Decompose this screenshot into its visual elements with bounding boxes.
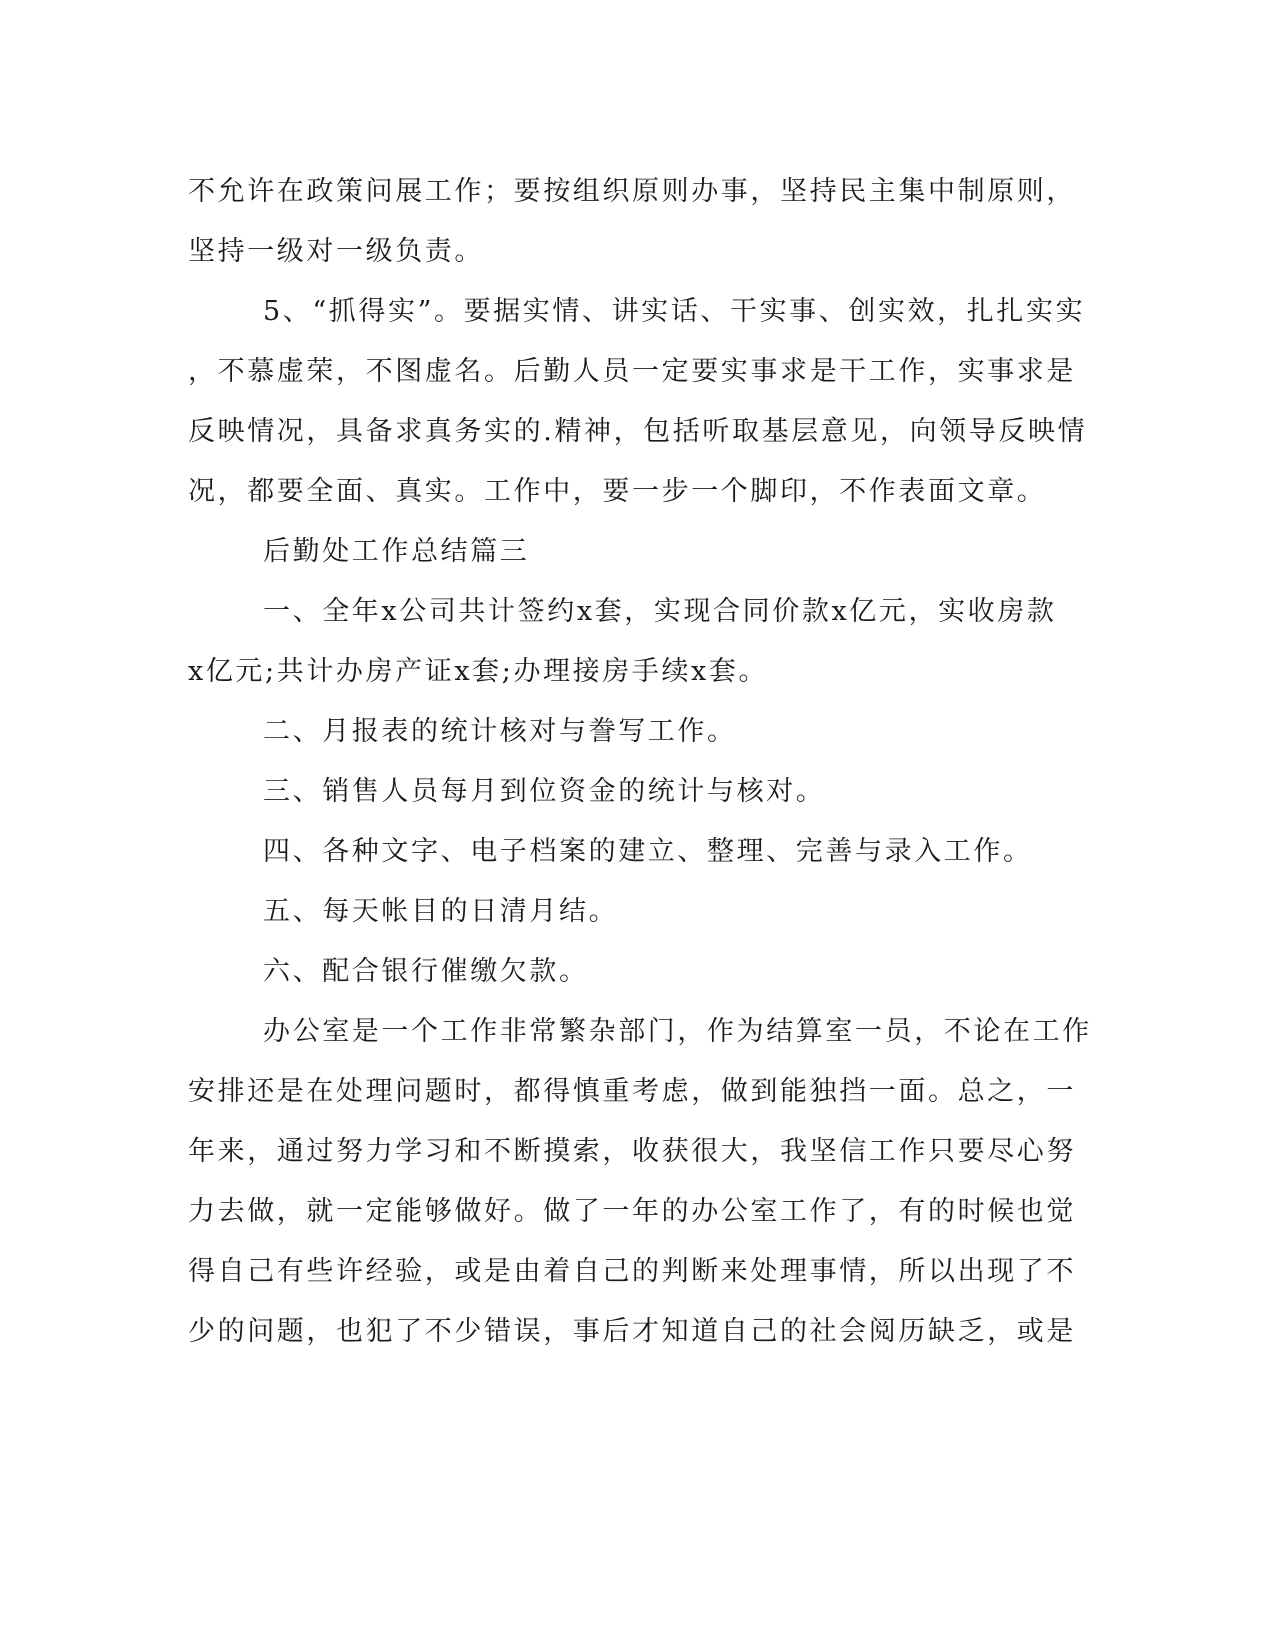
list-item: 二、月报表的统计核对与誊写工作。	[263, 716, 737, 747]
paragraph-start-line: 一、全年x公司共计签约x套，实现合同价款x亿元，实收房款	[263, 596, 1057, 627]
text-line: 少的问题，也犯了不少错误，事后才知道自己的社会阅历缺乏，或是	[188, 1316, 1076, 1347]
text-line: ，不慕虚荣，不图虚名。后勤人员一定要实事求是干工作，实事求是	[188, 356, 1076, 387]
section-heading: 后勤处工作总结篇三	[263, 536, 530, 567]
list-item: 五、每天帐目的日清月结。	[263, 896, 619, 927]
text-line: 安排还是在处理问题时，都得慎重考虑，做到能独挡一面。总之，一	[188, 1076, 1076, 1107]
list-item: 六、配合银行催缴欠款。	[263, 956, 589, 987]
text-line: 况，都要全面、真实。工作中，要一步一个脚印，不作表面文章。	[188, 476, 1047, 507]
text-line: x亿元;共计办房产证x套;办理接房手续x套。	[188, 656, 769, 687]
text-line: 反映情况，具备求真务实的.精神，包括听取基层意见，向领导反映情	[188, 416, 1088, 447]
text-line: 年来，通过努力学习和不断摸索，收获很大，我坚信工作只要尽心努	[188, 1136, 1076, 1167]
text-line: 不允许在政策问展工作；要按组织原则办事，坚持民主集中制原则，	[188, 176, 1076, 207]
paragraph-start-line: 5、“抓得实”。要据实情、讲实话、干实事、创实效，扎扎实实	[263, 296, 1086, 327]
list-item: 三、销售人员每月到位资金的统计与核对。	[263, 776, 826, 807]
text-line: 坚持一级对一级负责。	[188, 236, 484, 267]
paragraph-start-line: 办公室是一个工作非常繁杂部门，作为结算室一员，不论在工作	[263, 1016, 1092, 1047]
text-line: 得自己有些许经验，或是由着自己的判断来处理事情，所以出现了不	[188, 1256, 1076, 1287]
list-item: 四、各种文字、电子档案的建立、整理、完善与录入工作。	[263, 836, 1033, 867]
document-body	[188, 162, 1092, 1362]
text-line: 力去做，就一定能够做好。做了一年的办公室工作了，有的时候也觉	[188, 1196, 1076, 1227]
